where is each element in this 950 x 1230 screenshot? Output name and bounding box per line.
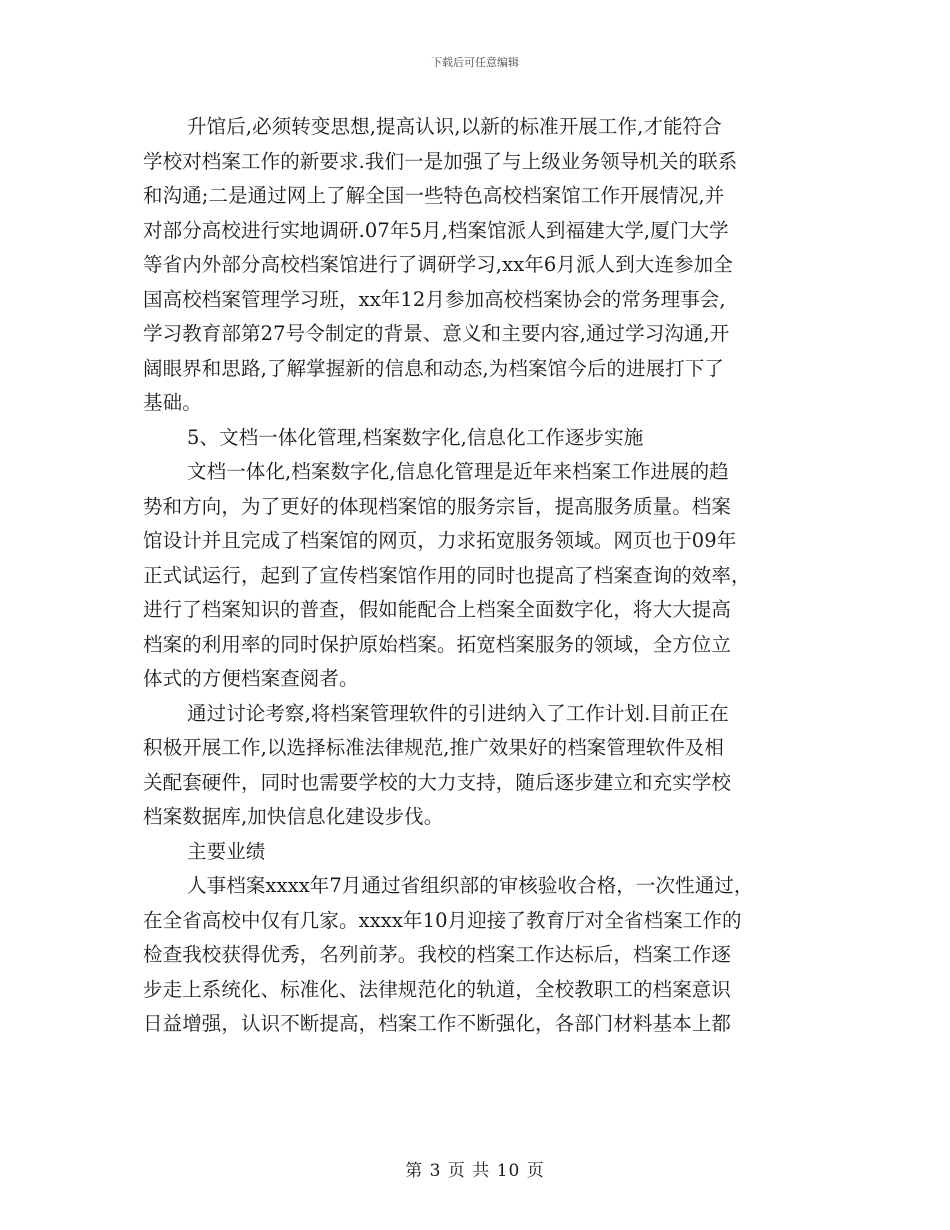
text-line: 体式的方便档案查阅者。 [143,667,359,690]
text-line: 档案数据库,加快信息化建设步伐。 [143,805,444,828]
text-line: 人事档案xxxx年7月通过省组织部的审核验收合格，一次性通过， [187,874,754,897]
page-header: 下载后可任意编辑 [431,56,519,69]
text-line: 积极开展工作,以选择标准法律规范,推广效果好的档案管理软件及相 [143,736,724,759]
text-line: 档案的利用率的同时保护原始档案。拓宽档案服务的领域，全方位立 [143,632,732,656]
text-line: 学校对档案工作的新要求.我们一是加强了与上级业务领导机关的联系 [143,149,738,173]
text-line: 5、文档一体化管理,档案数字化,信息化工作逐步实施 [187,425,644,449]
page-footer: 第 3 页 共 10 页 [405,1161,545,1181]
text-line: 国高校档案管理学习班，xx年12月参加高校档案协会的常务理事会, [143,287,726,311]
text-line: 关配套硬件，同时也需要学校的大力支持，随后逐步建立和充实学校 [143,770,732,794]
text-line: 势和方向，为了更好的体现档案馆的服务宗旨，提高服务质量。档案 [143,494,732,518]
document-body [143,110,808,1042]
text-line: 进行了档案知识的普查，假如能配合上档案全面数字化，将大大提高 [143,598,732,621]
text-line: 检查我校获得优秀，名列前茅。我校的档案工作达标后，档案工作逐 [143,943,732,966]
text-line: 基础。 [143,391,202,414]
text-line: 正式试运行，起到了宣传档案馆作用的同时也提高了档案查询的效率， [143,563,751,587]
text-line: 学习教育部第27号令制定的背景、意义和主要内容,通过学习沟通,开 [143,322,730,345]
text-line: 阔眼界和思路,了解掌握新的信息和动态,为档案馆今后的进展打下了 [143,356,724,380]
text-line: 升馆后,必须转变思想,提高认识,以新的标准开展工作,才能符合 [187,115,722,138]
text-line: 日益增强，认识不断提高，档案工作不断强化，各部门材料基本上都 [143,1012,732,1035]
text-line: 对部分高校进行实地调研.07年5月,档案馆派人到福建大学,厦门大学 [143,218,729,242]
text-line: 文档一体化,档案数字化,信息化管理是近年来档案工作进展的趋 [187,460,729,483]
text-line: 在全省高校中仅有几家。xxxx年10月迎接了教育厅对全省档案工作的 [143,908,742,932]
text-line: 步走上系统化、标准化、法律规范化的轨道，全校教职工的档案意识 [143,977,732,1001]
text-line: 和沟通;二是通过网上了解全国一些特色高校档案馆工作开展情况,并 [143,184,725,207]
text-line: 主要业绩 [187,839,266,863]
text-line: 等省内外部分高校档案馆进行了调研学习,xx年6月派人到大连参加全 [143,253,733,276]
text-line: 馆设计并且完成了档案馆的网页，力求拓宽服务领域。网页也于09年 [143,529,737,552]
text-line: 通过讨论考察,将档案管理软件的引进纳入了工作计划.目前正在 [187,701,729,725]
